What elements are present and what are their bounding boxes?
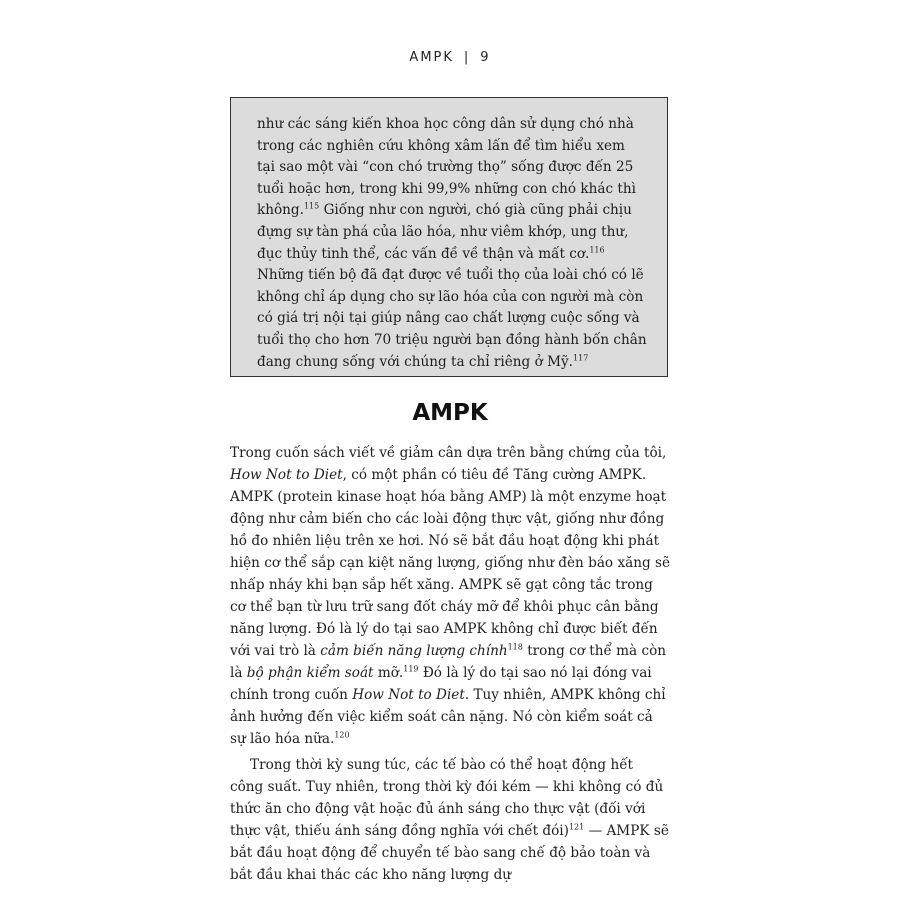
footnote-ref: 116	[589, 245, 605, 255]
header-separator: |	[463, 50, 471, 65]
italic-term: bộ phận kiểm soát	[246, 665, 374, 681]
body-text	[230, 442, 670, 886]
section-heading: AMPK	[412, 400, 488, 426]
page-number: 9	[480, 50, 491, 65]
footnote-ref: 120	[334, 730, 350, 740]
book-title: How Not to Diet	[230, 467, 343, 483]
section-title: AMPK	[409, 50, 454, 65]
footnote-ref: 121	[568, 822, 585, 832]
footnote-ref: 115	[303, 201, 320, 211]
footnote-ref: 117	[573, 353, 589, 362]
book-title: How Not to Diet	[352, 687, 465, 703]
footnote-ref: 118	[507, 642, 523, 652]
footnote-ref: 119	[403, 664, 419, 674]
body-paragraph-2: Trong thời kỳ sung túc, các tế bào có thể hoạt động hết công suất. Tuy nhiên, trong thời kỳ đói kém — khi không có đủ thức ăn cho động vật hoặc đủ ánh sáng cho thực vật (đối với thực vật, thiếu ánh sáng đồng nghĩa với chết đói)$^{121}$ — AMPK sẽ bắt đầu hoạt động để chuyển tế bào sang chế độ bảo toàn và bắt đầu khai thác các kho năng lượng dự	[230, 757, 669, 883]
sidebar-paragraph: như các sáng kiến khoa học công dân sử dụng chó nhà trong các nghiên cứu không xâm lấn để tìm hiểu xem tại sao một vài “con chó trường thọ” sống được đến 25 tuổi hoặc hơn, trong khi 99,9% những con chó khác thì không.$^{115}$ Giống như con người, chó già cũng phải chịu đựng sự tàn phá của lão hóa, như viêm khớp, ung thư, đục thủy tinh thể, các vấn đề về thận và mất cơ.$^{116}$ Những tiến bộ đã đạt được về tuổi thọ của loài chó có lẽ không chỉ áp dụng cho sự lão hóa của con người mà còn có giá trị nội tại giúp nâng cao chất lượng cuộc sống và tuổi thọ cho hơn 70 triệu người bạn đồng hành bốn chân đang chung sống với chúng ta chỉ riêng ở Mỹ.$^{117}$	[257, 116, 647, 370]
body-paragraph-1: Trong cuốn sách viết về giảm cân dựa trên bằng chứng của tôi, How Not to Diet, có một phần có tiêu đề Tăng cường AMPK. AMPK (protein kinase hoạt hóa bằng AMP) là một enzyme hoạt động như cảm biến cho các loài động thực vật, giống như đồng hồ đo nhiên liệu trên xe hơi. Nó sẽ bắt đầu hoạt động khi phát hiện cơ thể sắp cạn kiệt năng lượng, giống như đèn báo xăng sẽ nhấp nháy khi bạn sắp hết xăng. AMPK sẽ gạt công tắc trong cơ thể bạn từ lưu trữ sang đốt cháy mỡ để khôi phục cân bằng năng lượng. Đó là lý do tại sao AMPK không chỉ được biết đến với vai trò là cảm biến năng lượng chính$^{118}$ trong cơ thể mà còn là bộ phận kiểm soát mỡ.$^{119}$ Đó là lý do tại sao nó lại đóng vai chính trong cuốn How Not to Diet. Tuy nhiên, AMPK không chỉ ảnh hưởng đến việc kiểm soát cân nặng. Nó còn kiểm soát cả sự lão hóa nữa.$^{120}$	[230, 445, 671, 747]
sidebar-box	[230, 97, 668, 377]
running-header	[0, 50, 900, 65]
italic-term: cảm biến năng lượng chính	[320, 643, 508, 659]
